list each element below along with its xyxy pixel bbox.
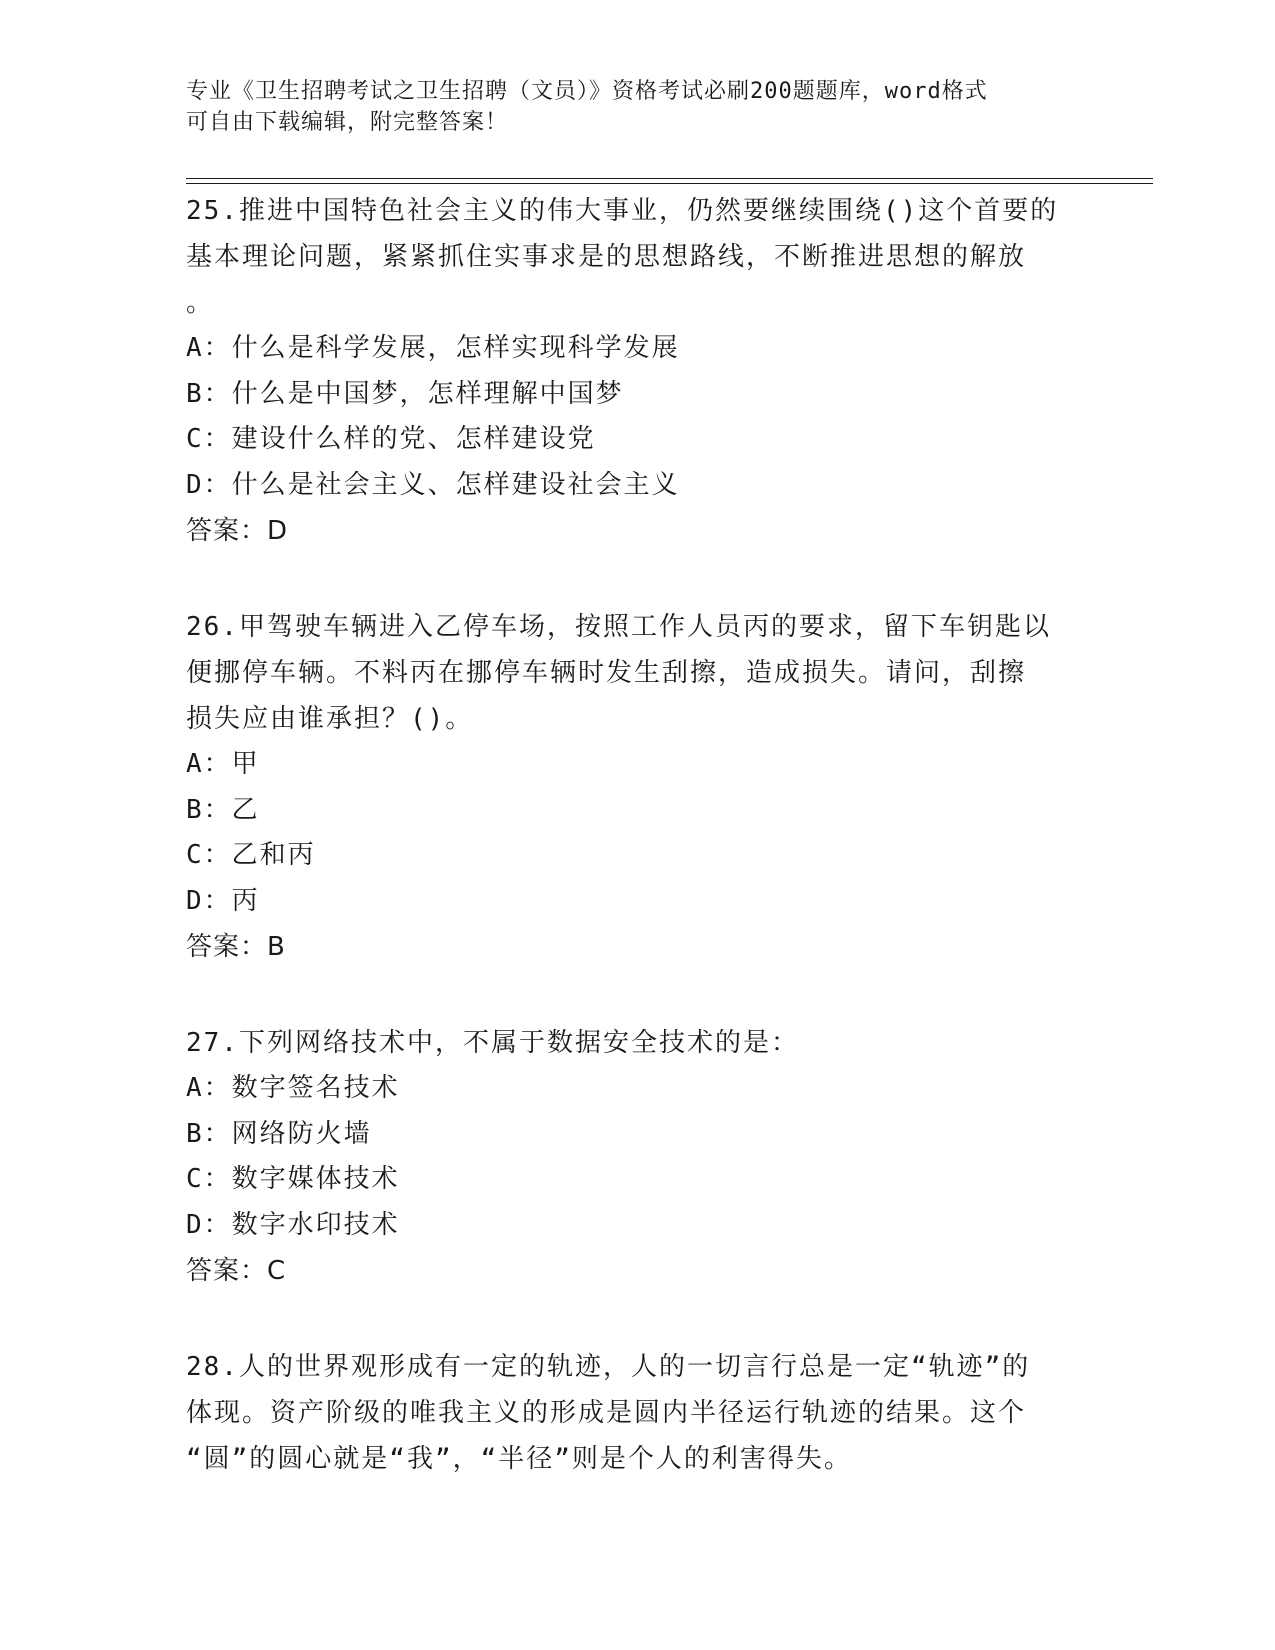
option-c: C：数字媒体技术 — [186, 1164, 400, 1194]
option-d: D：什么是社会主义、怎样建设社会主义 — [186, 469, 680, 500]
header-line-2: 可自由下载编辑，附完整答案！ — [186, 110, 509, 135]
option-b: B：乙 — [186, 794, 260, 825]
option-d: D：数字水印技术 — [186, 1209, 400, 1240]
option-c: C：建设什么样的党、怎样建设党 — [186, 424, 596, 454]
option-a: A：甲 — [186, 749, 260, 779]
question-stem-line: “圆”的圆心就是“我”，“半径”则是个人的利害得失。 — [186, 1444, 852, 1474]
option-d: D：丙 — [186, 885, 260, 916]
question-stem-line: 体现。资产阶级的唯我主义的形成是圆内半径运行轨迹的结果。这个 — [186, 1398, 1027, 1428]
question-list — [186, 188, 1086, 1482]
option-a: A：数字签名技术 — [186, 1073, 400, 1103]
question-stem-line: 28.人的世界观形成有一定的轨迹，人的一切言行总是一定“轨迹”的 — [186, 1352, 1031, 1382]
question-27 — [186, 1020, 1086, 1295]
option-b: B：什么是中国梦，怎样理解中国梦 — [186, 378, 624, 409]
question-26 — [186, 604, 1086, 971]
header-divider-bottom — [186, 183, 1153, 184]
question-stem-line: 基本理论问题，紧紧抓住实事求是的思想路线，不断推进思想的解放 — [186, 242, 1027, 272]
answer: 答案：C — [186, 1256, 287, 1286]
question-28 — [186, 1344, 1086, 1482]
question-stem-line: 损失应由谁承担？()。 — [186, 704, 474, 734]
question-25 — [186, 188, 1086, 555]
answer: 答案：B — [186, 932, 286, 962]
header-line-1: 专业《卫生招聘考试之卫生招聘（文员）》资格考试必刷200题题库，word格式 — [186, 79, 988, 104]
answer: 答案：D — [186, 516, 289, 546]
question-stem-line: 便挪停车辆。不料丙在挪停车辆时发生刮擦，造成损失。请问，刮擦 — [186, 658, 1027, 688]
header-divider-top — [186, 178, 1153, 179]
question-stem-line: 26.甲驾驶车辆进入乙停车场，按照工作人员丙的要求，留下车钥匙以 — [186, 612, 1051, 642]
question-spacer — [186, 971, 1086, 1020]
question-spacer — [186, 555, 1086, 604]
document-header — [186, 76, 1106, 138]
option-c: C：乙和丙 — [186, 840, 316, 870]
question-spacer — [186, 1295, 1086, 1344]
question-stem-line: 。 — [186, 288, 215, 318]
question-stem-line: 25.推进中国特色社会主义的伟大事业，仍然要继续围绕()这个首要的 — [186, 196, 1059, 226]
option-a: A：什么是科学发展，怎样实现科学发展 — [186, 333, 680, 363]
option-b: B：网络防火墙 — [186, 1118, 372, 1149]
question-stem-line: 27.下列网络技术中，不属于数据安全技术的是： — [186, 1028, 799, 1058]
